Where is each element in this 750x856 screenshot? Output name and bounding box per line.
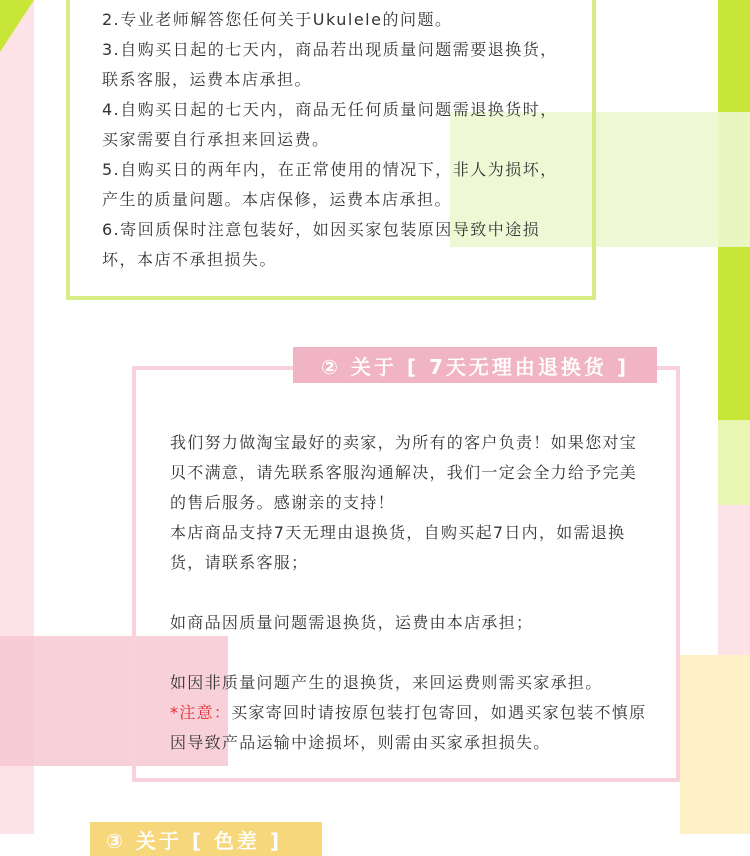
note-label: *注意：	[170, 703, 232, 722]
warranty-item: 5.自购买日的两年内，在正常使用的情况下，非人为损坏，产生的质量问题。本店保修，运费本店承担。	[102, 160, 558, 209]
warranty-item: 4.自购买日起的七天内，商品无任何质量问题需退换货时，买家需要自行承担来回运费。	[102, 100, 558, 149]
return-paragraph: 如商品因质量问题需退换货，运费由本店承担；	[170, 613, 534, 632]
warranty-item: 2.专业老师解答您任何关于Ukulele的问题。	[102, 10, 453, 29]
return-paragraph: 本店商品支持7天无理由退换货，自购买起7日内，如需退换货，请联系客服；	[170, 523, 626, 572]
spacer	[170, 578, 650, 608]
return-note	[170, 698, 650, 758]
warranty-item: 3.自购买日起的七天内，商品若出现质量问题需要退换货，联系客服，运费本店承担。	[102, 40, 558, 89]
warranty-list	[102, 5, 572, 275]
decorative-lime-triangle	[0, 0, 34, 52]
return-policy-body	[170, 428, 650, 758]
return-paragraph: 我们努力做淘宝最好的卖家，为所有的客户负责！如果您对宝贝不满意，请先联系客服沟通解决，我们一定会全力给予完美的售后服务。感谢亲的支持！	[170, 433, 638, 512]
color-difference-header: ③ 关于 [ 色差 ]	[90, 822, 322, 856]
note-text: 买家寄回时请按原包装打包寄回，如遇买家包装不慎原因导致产品运输中途损坏，则需由买家承担损失。	[170, 703, 647, 752]
decorative-yellow-block	[680, 655, 750, 834]
return-policy-header: ② 关于 [ 7天无理由退换货 ]	[293, 347, 657, 383]
return-paragraph: 如因非质量问题产生的退换货，来回运费则需买家承担。	[170, 673, 603, 692]
spacer	[170, 638, 650, 668]
warranty-item: 6.寄回质保时注意包装好，如因买家包装原因导致中途损坏，本店不承担损失。	[102, 220, 541, 269]
